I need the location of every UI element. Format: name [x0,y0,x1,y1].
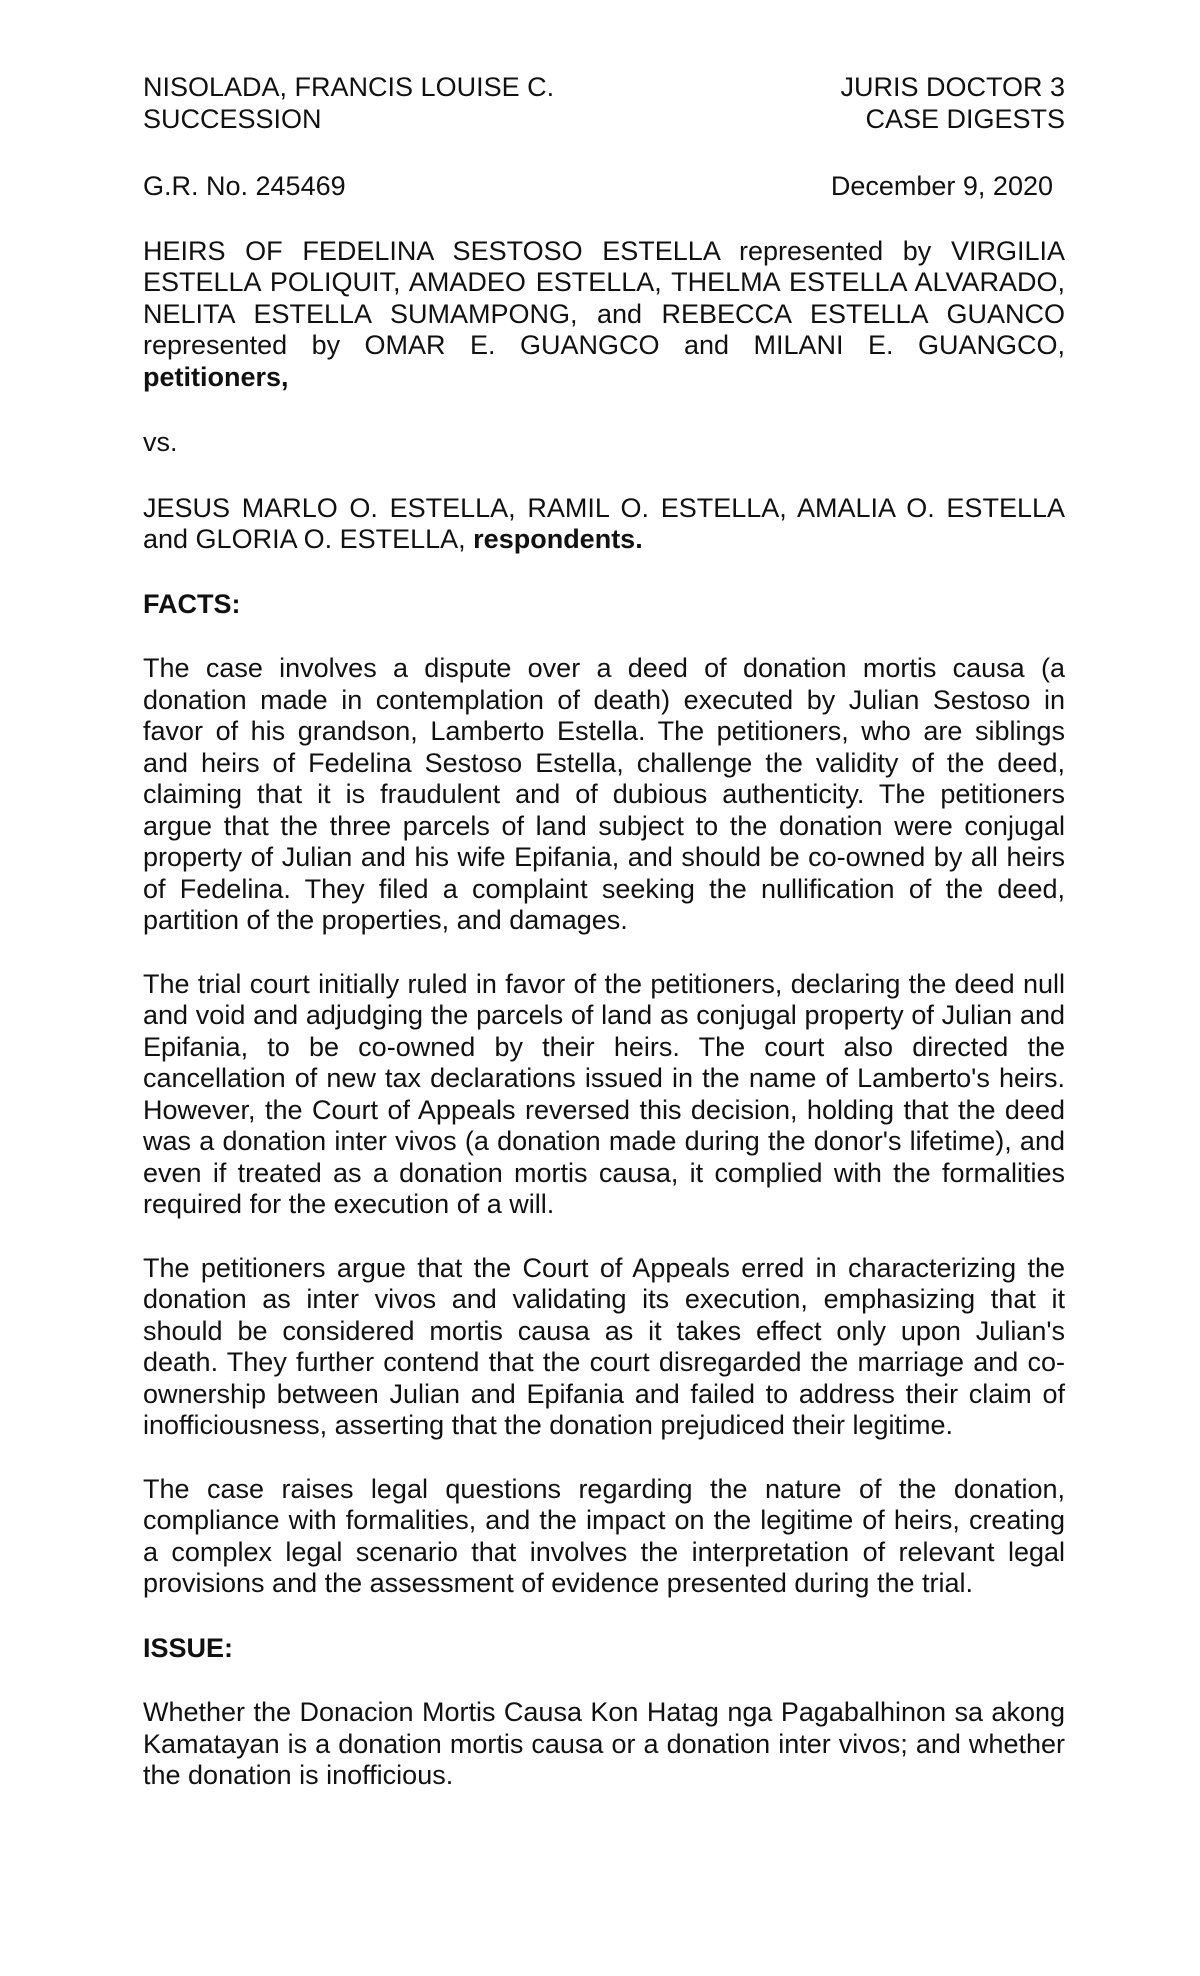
petitioners-label: petitioners, [143,361,289,392]
facts-paragraph: The case involves a dispute over a deed of donation mortis causa (a donation made in contemplation of death) executed by Julian Sestoso in favor of his grandson, Lamberto Estella. The petitioners, who are siblings and heirs of Fedelina Sestoso Estella, challenge the validity of the deed, claiming that it is fraudulent and of dubious authenticity. The petitioners argue that the three parcels of land subject to the donation were conjugal property of Julian and his wife Epifania, and should be co-owned by all heirs of Fedelina. They filed a complaint seeking the nullification of the deed, partition of the properties, and damages. [143,653,1065,935]
facts-paragraph: The trial court initially ruled in favor of the petitioners, declaring the deed null and void and adjudging the parcels of land as conjugal property of Julian and Epifania, to be co-owned by their heirs. The court also directed the cancellation of new tax declarations issued in the name of Lamberto's heirs. However, the Court of Appeals reversed this decision, holding that the deed was a donation inter vivos (a donation made during the donor's lifetime), and even if treated as a donation mortis causa, it complied with the formalities required for the execution of a will. [143,968,1065,1219]
respondents-names: JESUS MARLO O. ESTELLA, RAMIL O. ESTELLA, AMALIA O. ESTELLA and GLORIA O. ESTELLA, [143,492,1065,554]
facts-paragraph: The case raises legal questions regarding the nature of the donation, compliance with formalities, and the impact on the legitime of heirs, creating a complex legal scenario that involves the interpretation of relevant legal provisions and the assessment of evidence presented during the trial. [143,1473,1065,1598]
petitioners-names: HEIRS OF FEDELINA SESTOSO ESTELLA represented by VIRGILIA ESTELLA POLIQUIT, AMADEO ESTELLA, THELMA ESTELLA ALVARADO, NELITA ESTELLA SUMAMPONG, and REBECCA ESTELLA GUANCO represented by OMAR E. GUANGCO and MILANI E. GUANGCO, [143,235,1065,360]
header-right [840,72,1065,135]
decision-date: December 9, 2020 [830,171,1053,201]
versus-label: vs. [143,427,178,457]
respondents-block [143,493,1065,556]
issue-heading: ISSUE: [143,1632,234,1663]
respondents-label: respondents. [473,524,643,554]
case-number-line [143,171,1065,203]
issue-text: Whether the Donacion Mortis Causa Kon Hatag nga Pagabalhinon sa akong Kamatayan is a donation mortis causa or a donation inter vivos; and whether the donation is inofficious. [143,1697,1065,1790]
document-page [143,72,1065,1792]
subject-name: SUCCESSION [143,103,322,134]
header-left [143,72,554,135]
document-type: CASE DIGESTS [865,103,1065,134]
facts-heading: FACTS: [143,588,241,619]
document-header [143,72,1065,135]
program-name: JURIS DOCTOR 3 [840,72,1065,102]
facts-paragraph: The petitioners argue that the Court of Appeals erred in characterizing the donation as inter vivos and validating its execution, emphasizing that it should be considered mortis causa as it takes effect only upon Julian's death. They further contend that the court disregarded the marriage and co-ownership between Julian and Epifania and failed to address their claim of inofficiousness, asserting that the donation prejudiced their legitime. [143,1252,1065,1440]
gr-number: G.R. No. 245469 [143,171,346,201]
petitioners-block [143,236,1065,394]
author-name: NISOLADA, FRANCIS LOUISE C. [143,72,555,102]
